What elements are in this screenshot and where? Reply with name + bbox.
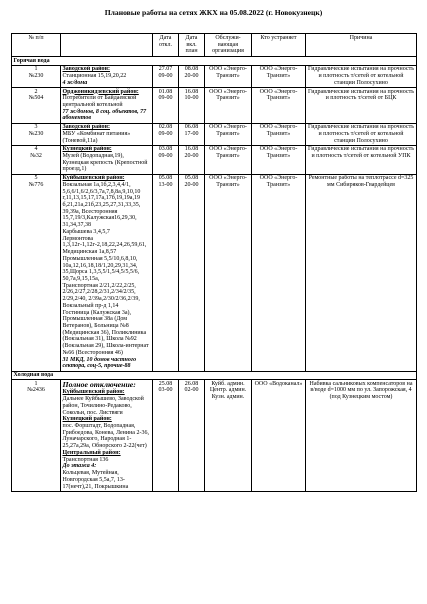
row-address: Потребители от Байдаевской центральной котельной <box>62 95 137 108</box>
row-off-cell <box>153 65 179 87</box>
row-org: ООО «Энерго-Транзит» <box>205 88 252 124</box>
row-address: Медицинская 1а,8,57 <box>62 249 117 256</box>
row-id: №504 <box>28 95 44 102</box>
row-address: Транспортная 2/21,2/22,2/25, 2/26,2/27,2/28,2/31,2/34/2/35, 2/29,2/40, 2/39а,2/30/2/36,2/39, Вокзальный пр-д 1,14 <box>62 282 140 309</box>
row-num-cell <box>12 123 61 145</box>
row-reason: Гидравлические испытания на прочность и плотность т/сетей от БЦК <box>306 88 417 124</box>
row-address: Кольцевая, Мутейная, Новгородская 5,5а,7, 13-17(нечт),21, Покрышкина <box>62 470 129 490</box>
row-district: Куйбышевский район: <box>62 389 125 396</box>
row-off-cell <box>153 88 179 124</box>
table-row <box>12 145 417 174</box>
section-row-cold <box>12 371 417 380</box>
table-row <box>12 380 417 492</box>
row-off-date: 05.08 <box>158 175 173 182</box>
row-address: Промышленная 5,5/10,6,8,10, 10а,12,16,18,18/1,20,29,31,34, 35,Щорса 1,3,5,5/1,5/4,5/5,5/6, 50,7а,9,15,15а, <box>62 255 140 282</box>
row-off-cell <box>153 380 179 492</box>
row-address: Кузнецкая крепость (Крепостной проезд,1) <box>62 159 148 173</box>
row-reason: Гидравлические испытания на прочность и плотность т/сетей от котельной УПК <box>306 145 417 174</box>
row-on-cell <box>179 380 205 492</box>
row-off-date: 27.07 <box>158 66 173 73</box>
row-address-cell <box>61 174 153 371</box>
row-who: ООО «Энерго-Транзит» <box>252 174 306 371</box>
header-reason: Причина <box>306 34 417 57</box>
row-district: Кузнецкий район: <box>62 416 112 423</box>
row-off-time: 09-00 <box>158 153 173 159</box>
row-id: №32 <box>30 153 42 159</box>
row-on-time: 02-00 <box>184 387 199 394</box>
row-address: Лермонтова 1,3,12г-1,12г-2,18,22,24,26,59,61, <box>62 235 147 249</box>
row-off-time: 13-00 <box>158 181 173 188</box>
row-num: 3 <box>34 124 38 131</box>
row-org: ООО «Энерго-Транзит» <box>205 123 252 145</box>
row-on-date: 05.08 <box>184 175 199 182</box>
header-off: Дата откл. <box>153 34 179 57</box>
row-off-date: 02.08 <box>158 124 173 131</box>
row-num-cell <box>12 145 61 174</box>
row-num-cell <box>12 174 61 371</box>
row-on-date: 16.08 <box>184 146 199 153</box>
row-off-time: 09-00 <box>158 95 173 102</box>
row-reason: Ремонтные работы на теплотрассе d=325 мм Сибиряков-Гвардейцев <box>306 174 417 371</box>
row-num: 1 <box>34 66 38 73</box>
row-district: Куйбышевский район: <box>62 175 125 182</box>
row-off-date: 01.08 <box>158 88 173 95</box>
row-org: ООО «Энерго-Транзит» <box>205 65 252 87</box>
section-row-hot <box>12 57 417 66</box>
table-row <box>12 174 417 371</box>
table-row <box>12 88 417 124</box>
row-address: Музей (Водопадная,19), <box>62 153 124 159</box>
row-address: Гостиница (Калужская 3а), Промышленная 38а (Дом Ветеранов), Больница №8 (Медицинская 36), Поликлиника (Вокзальная 31), Школа №92 (Вокзальная 29), Школа-интернат №66 (Всесторонняя 46) <box>62 309 149 356</box>
row-on-cell <box>179 123 205 145</box>
row-address: МБУ «Комбинат питания» (Тоневой,11а) <box>62 130 131 144</box>
row-district: Орджоникидзевский район: <box>62 88 139 95</box>
table-row <box>12 123 417 145</box>
row-num-cell <box>12 65 61 87</box>
row-on-time: 20-00 <box>184 153 199 159</box>
row-off-date: 03.08 <box>158 146 173 153</box>
row-off-cell <box>153 145 179 174</box>
row-who: ООО «Водоканал» <box>252 380 306 492</box>
row-id: №230 <box>28 73 44 80</box>
row-on-cell <box>179 174 205 371</box>
row-reason: Гидравлические испытания на прочность и плотность т/сетей от котельной станции Полосухино <box>306 123 417 145</box>
row-summary: 77 ж/домов, 8 соц. объектов, 77 абонентов <box>62 108 147 122</box>
row-address: пос. Форштадт, Водопадная, Грибоедова, Конева, Ленина 2-36, Луначарского, Народная 1-25,27а,29а, Обнорского 2-22(чет) <box>62 423 149 450</box>
row-address-cell <box>61 88 153 124</box>
row-who: ООО «Энерго-Транзит» <box>252 65 306 87</box>
row-address: Станционная 15,19,20,22 <box>62 73 127 80</box>
row-address-cell <box>61 123 153 145</box>
row-on-date: 06.08 <box>184 124 199 131</box>
header-who: Кто устраняет <box>252 34 306 57</box>
row-off-time: 09-00 <box>158 73 173 80</box>
row-on-date: 26.08 <box>184 380 199 387</box>
row-num: 2 <box>34 88 38 95</box>
row-reason: Гидравлические испытания на прочность и плотность т/сетей от котельной станции Полосухино <box>306 65 417 87</box>
row-address: Карбышева 3,4,5,7 <box>62 228 110 235</box>
row-district: Центральный район: <box>62 449 121 456</box>
row-reason: Набивка сальниковых компенсаторов на в/воде d=1000 мм по ул. Запорожская, 4 (под Кузнецким мостом) <box>306 380 417 492</box>
row-summary: 4 ж/дома <box>62 79 88 86</box>
row-on-cell <box>179 65 205 87</box>
section-cold: Холодная вода <box>12 371 417 380</box>
row-num-cell <box>12 380 61 492</box>
row-id: №776 <box>28 181 44 188</box>
row-who: ООО «Энерго-Транзит» <box>252 145 306 174</box>
row-who: ООО «Энерго-Транзит» <box>252 123 306 145</box>
row-off-time: 03-00 <box>158 387 173 394</box>
row-org: Куйб. админ. Центр. админ. Кузн. админ. <box>205 380 252 492</box>
row-off-cell <box>153 174 179 371</box>
section-hot: Горячая вода <box>12 57 417 66</box>
floor-limit-label: До этажа 4: <box>62 463 97 470</box>
full-shutdown-label: Полное отключение: <box>62 379 136 389</box>
row-num: 4 <box>34 146 38 153</box>
row-address: Транспортная 136 <box>62 456 109 463</box>
row-on-date: 16.08 <box>184 88 199 95</box>
row-on-time: 20-00 <box>184 73 199 80</box>
header-org: Обслужи-вающая организация <box>205 34 252 57</box>
row-off-time: 09-00 <box>158 130 173 137</box>
row-on-date: 08.08 <box>184 66 199 73</box>
row-off-cell <box>153 123 179 145</box>
row-num: 1 <box>34 380 38 387</box>
header-num: № п/п <box>12 34 61 57</box>
table-row <box>12 65 417 87</box>
row-district: Заводской район: <box>62 66 110 73</box>
header-addr <box>61 34 153 57</box>
row-on-cell <box>179 145 205 174</box>
row-id: №2436 <box>27 387 45 394</box>
row-address-cell <box>61 145 153 174</box>
row-address-cell <box>61 380 153 492</box>
row-id: №230 <box>28 130 44 137</box>
row-district: Кузнецкий район: <box>62 146 112 153</box>
page-title: Плановые работы на сетях ЖКХ на 05.08.2022 (г. Новокузнецк) <box>104 8 323 17</box>
row-num-cell <box>12 88 61 124</box>
header-on: Дата вкл. план <box>179 34 205 57</box>
row-on-time: 10-00 <box>184 95 199 102</box>
row-on-time: 17-00 <box>184 130 199 137</box>
works-table <box>11 33 417 492</box>
row-address: Дальнее Куйбышево, Заводской район, Точилино-Редаково, Сокольи, пос. Листвяги <box>62 396 144 416</box>
row-summary: 31 МКД, 10 домов частного сектора, соц-5, прочие-88 <box>62 356 137 370</box>
row-address: Вокзальная 1а,1б,2,3,4,4/1, 5,6,6/1,6/2,6/3,7а,7,8,8а,9,10,10 г,11,13,15,17,17а,17б,19,19а,19 б,21,21а,21б,23,25,27,31,33,35, 39,39а, Всесторонняя 15,7,19/3,Калужская16,29,30, 31,34,37,38 <box>62 181 141 229</box>
row-on-cell <box>179 88 205 124</box>
row-off-date: 25.08 <box>158 380 173 387</box>
header-row <box>12 34 417 57</box>
row-district: Заводской район: <box>62 124 110 131</box>
row-address-cell <box>61 65 153 87</box>
row-on-time: 20-00 <box>184 181 199 188</box>
row-org: ООО «Энерго-Транзит» <box>205 174 252 371</box>
row-num: 5 <box>34 175 38 182</box>
row-who: ООО «Энерго-Транзит» <box>252 88 306 124</box>
row-org: ООО «Энерго-Транзит» <box>205 145 252 174</box>
